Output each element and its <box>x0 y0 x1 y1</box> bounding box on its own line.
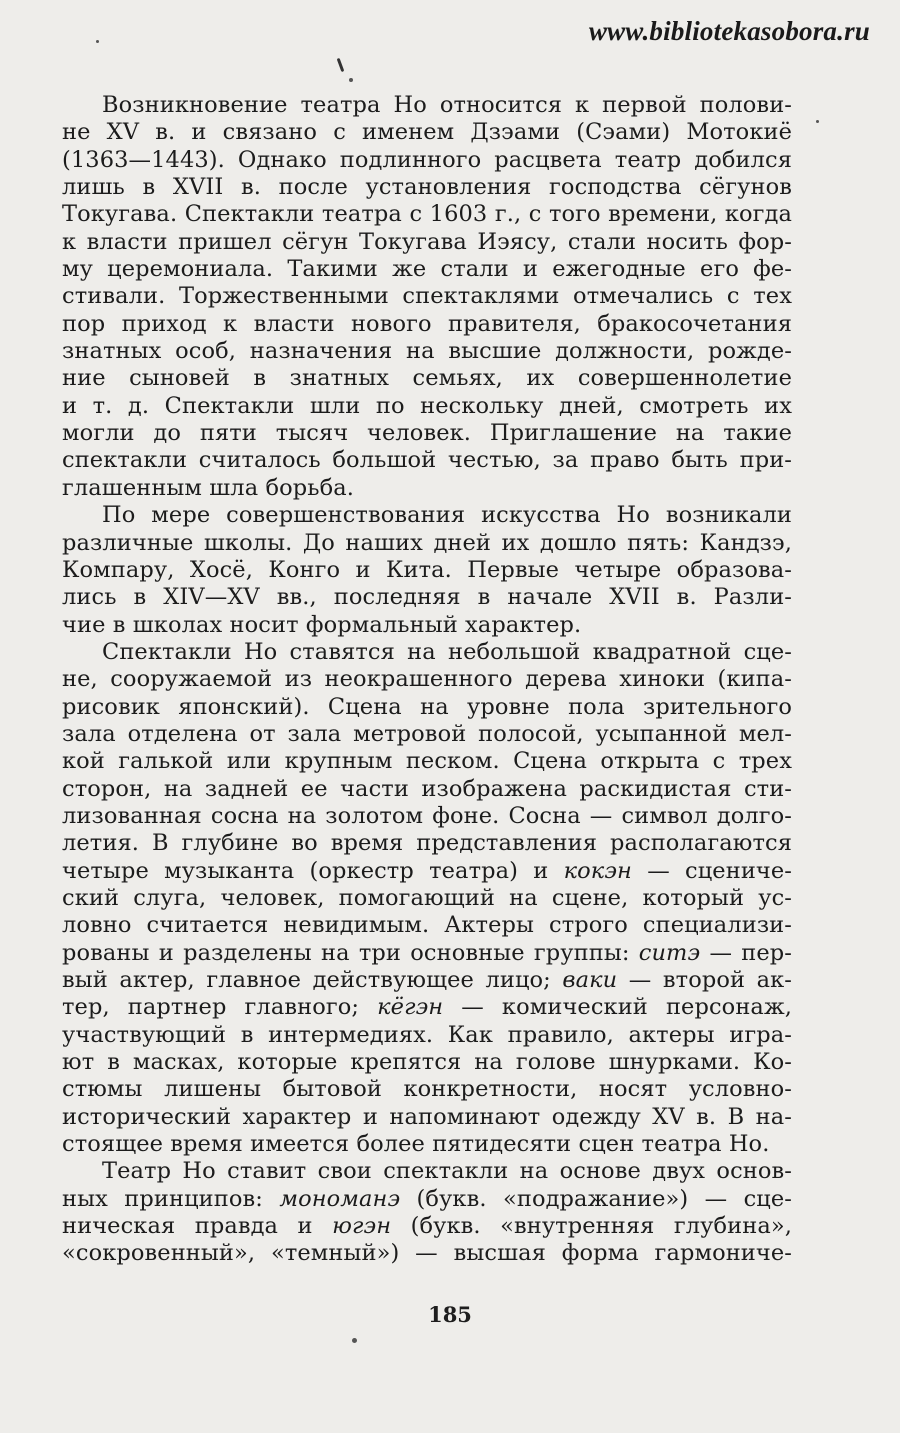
text-line: стюмы лишены бытовой конкретности, носят условно- <box>62 1076 792 1103</box>
text-line: знатных особ, назначения на высшие должности, рожде- <box>62 338 792 365</box>
text-line: ют в масках, которые крепятся на голове шнурками. Ко- <box>62 1049 792 1076</box>
page-body <box>62 92 792 1268</box>
text-line: зала отделена от зала метровой полосой, усыпанной мел- <box>62 720 792 747</box>
text-line: (1363—1443). Однако подлинного расцвета театр добился <box>62 146 792 173</box>
text-line: лись в XIV—XV вв., последняя в начале XVII в. Разли- <box>62 584 792 611</box>
text-line: лизованная сосна на золотом фоне. Сосна — символ долго- <box>62 802 792 829</box>
text-line: могли до пяти тысяч человек. Приглашение на такие <box>62 420 792 447</box>
text-line: к власти пришел сёгун Токугава Иэясу, стали носить фор- <box>62 228 792 255</box>
text-line: пор приход к власти нового правителя, бракосочетания <box>62 310 792 337</box>
print-speck <box>96 40 99 43</box>
text-line: глашенным шла борьба. <box>62 474 355 501</box>
print-speck <box>337 58 345 72</box>
print-speck <box>349 78 353 82</box>
text-line: кой галькой или крупным песком. Сцена открыта с трех <box>62 748 792 775</box>
page-number: 185 <box>428 1302 472 1327</box>
text-line: рисовик японский). Сцена на уровне пола зрительного <box>62 693 792 720</box>
text-line: «сокровенный», «темный») — высшая форма гармониче- <box>62 1240 792 1267</box>
text-line: и т. д. Спектакли шли по нескольку дней, смотреть их <box>62 392 792 419</box>
text-line: рованы и разделены на три основные группы: ситэ — пер- <box>62 939 793 966</box>
text-line: ловно считается невидимым. Актеры строго специализи- <box>62 912 792 939</box>
text-line: сторон, на задней ее части изображена раскидистая сти- <box>62 775 792 802</box>
text-line: По мере совершенствования искусства Но возникали <box>102 502 792 529</box>
text-line: Токугава. Спектакли театра с 1603 г., с того времени, когда <box>62 201 792 228</box>
print-speck <box>816 120 819 123</box>
text-line: ных принципов: мономанэ (букв. «подражание») — сце- <box>62 1185 792 1212</box>
text-line: летия. В глубине во время представления располагаются <box>62 830 792 857</box>
text-line: различные школы. До наших дней их дошло пять: Кандзэ, <box>62 529 792 556</box>
text-line: стоящее время имеется более пятидесяти сцен театра Но. <box>62 1131 770 1158</box>
text-line: лишь в XVII в. после установления господства сёгунов <box>62 174 792 201</box>
text-line: чие в школах носит формальный характер. <box>62 611 582 638</box>
text-line: вый актер, главное действующее лицо; ваки — второй ак- <box>62 967 792 993</box>
site-watermark: www.bibliotekasobora.ru <box>588 16 870 46</box>
text-line: му церемониала. Такими же стали и ежегодные его фе- <box>62 256 792 283</box>
text-line: Театр Но ставит свои спектакли на основе двух основ- <box>102 1158 792 1185</box>
text-line: Возникновение театра Но относится к первой полови- <box>102 92 792 118</box>
text-line: ническая правда и югэн (букв. «внутренняя глубина», <box>62 1213 792 1240</box>
text-line: стивали. Торжественными спектаклями отмечались с тех <box>62 283 792 310</box>
text-line: Компару, Хосё, Конго и Кита. Первые четыре образова- <box>62 556 792 583</box>
text-line: ский слуга, человек, помогающий на сцене, который ус- <box>62 884 792 911</box>
text-line: ние сыновей в знатных семьях, их совершеннолетие <box>62 365 792 392</box>
print-speck <box>352 1338 357 1343</box>
text-line: исторический характер и напоминают одежду XV в. В на- <box>62 1103 792 1130</box>
text-line: спектакли считалось большой честью, за право быть при- <box>62 447 792 474</box>
text-line: не, сооружаемой из неокрашенного дерева хиноки (кипа- <box>62 666 792 693</box>
text-line: четыре музыканта (оркестр театра) и кокэн — сцениче- <box>62 857 793 884</box>
text-line: тер, партнер главного; кёгэн — комический персонаж, <box>62 994 792 1021</box>
text-line: не XV в. и связано с именем Дзэами (Сэами) Мотокиё <box>62 119 792 146</box>
text-line: участвующий в интермедиях. Как правило, актеры игра- <box>62 1021 792 1048</box>
text-line: Спектакли Но ставятся на небольшой квадратной сце- <box>102 638 792 665</box>
